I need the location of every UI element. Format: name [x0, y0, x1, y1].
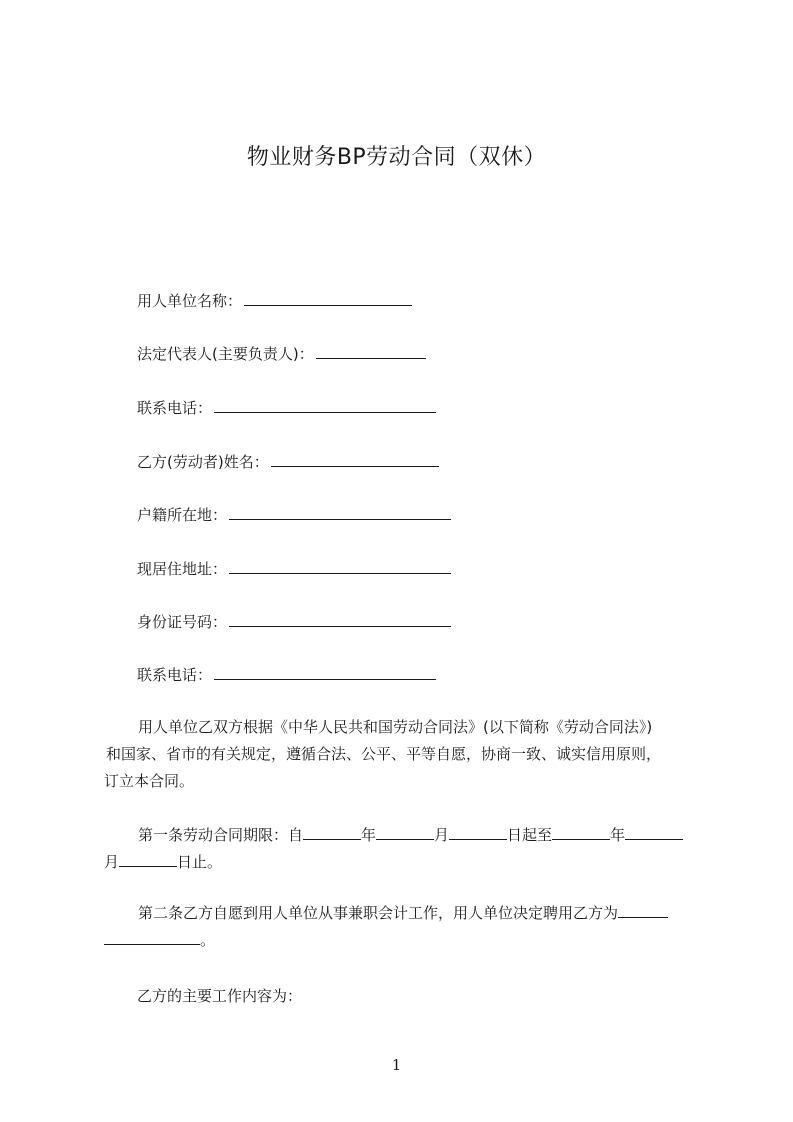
field-label: 现居住地址： — [137, 560, 228, 578]
employer-phone-field — [137, 398, 436, 418]
employee-name-field — [137, 452, 439, 472]
legal-representative-field — [137, 344, 426, 364]
field-label: 联系电话： — [137, 666, 213, 684]
current-address-field — [137, 559, 451, 579]
fill-blank[interactable] — [229, 559, 451, 574]
fill-blank[interactable] — [244, 291, 412, 306]
fill-blank[interactable] — [229, 612, 451, 627]
fill-blank[interactable] — [316, 344, 426, 359]
fill-blank[interactable] — [552, 825, 610, 840]
field-label: 联系电话： — [137, 399, 213, 417]
id-number-field — [137, 612, 451, 632]
fill-blank[interactable] — [618, 903, 668, 918]
fill-blank[interactable] — [376, 825, 434, 840]
article-2-paragraph — [104, 900, 704, 954]
end-label: 日止。 — [177, 853, 223, 871]
field-label: 用人单位名称： — [137, 292, 243, 310]
fill-blank[interactable] — [229, 505, 451, 520]
year-label: 年 — [610, 826, 626, 844]
fill-blank[interactable] — [214, 665, 436, 680]
field-label: 户籍所在地： — [137, 506, 228, 524]
fill-blank[interactable] — [214, 398, 436, 413]
preamble-line: 用人单位乙双方根据《中华人民共和国劳动合同法》(以下简称《劳动合同法》) — [138, 718, 653, 736]
article-text: 第一条劳动合同期限：自 — [138, 826, 304, 844]
month-label: 月 — [434, 826, 450, 844]
page-number: 1 — [391, 1056, 402, 1074]
fill-blank[interactable] — [625, 825, 683, 840]
fill-blank[interactable] — [449, 825, 507, 840]
fill-blank[interactable] — [303, 825, 361, 840]
fill-blank[interactable] — [119, 852, 177, 867]
document-title: 物业财务BP劳动合同（双休） — [246, 145, 547, 170]
field-label: 乙方(劳动者)姓名： — [137, 453, 269, 471]
preamble-paragraph — [104, 714, 704, 795]
month-label: 月 — [104, 853, 120, 871]
year-label: 年 — [361, 826, 377, 844]
preamble-line: 和国家、省市的有关规定，遵循合法、公平、平等自愿，协商一致、诚实信用原则， — [106, 745, 662, 763]
fill-blank[interactable] — [104, 930, 200, 945]
employer-name-field — [137, 291, 412, 311]
article-2-line-1 — [104, 900, 704, 927]
article-1-paragraph — [104, 822, 704, 876]
employee-phone-field — [137, 665, 436, 685]
article-2-line-2 — [104, 927, 704, 954]
household-registration-field — [137, 505, 451, 525]
day-label: 日起至 — [507, 826, 553, 844]
field-label: 法定代表人(主要负责人)： — [137, 345, 314, 363]
field-label: 身份证号码： — [137, 613, 228, 631]
article-text: 第二条乙方自愿到用人单位从事兼职会计工作，用人单位决定聘用乙方为 — [138, 904, 619, 922]
end-mark: 。 — [200, 931, 216, 949]
fill-blank[interactable] — [271, 452, 439, 467]
preamble-line: 订立本合同。 — [104, 772, 195, 790]
article-1-line-1 — [104, 822, 704, 849]
duties-heading: 乙方的主要工作内容为： — [137, 987, 303, 1005]
article-1-line-2 — [104, 849, 704, 876]
